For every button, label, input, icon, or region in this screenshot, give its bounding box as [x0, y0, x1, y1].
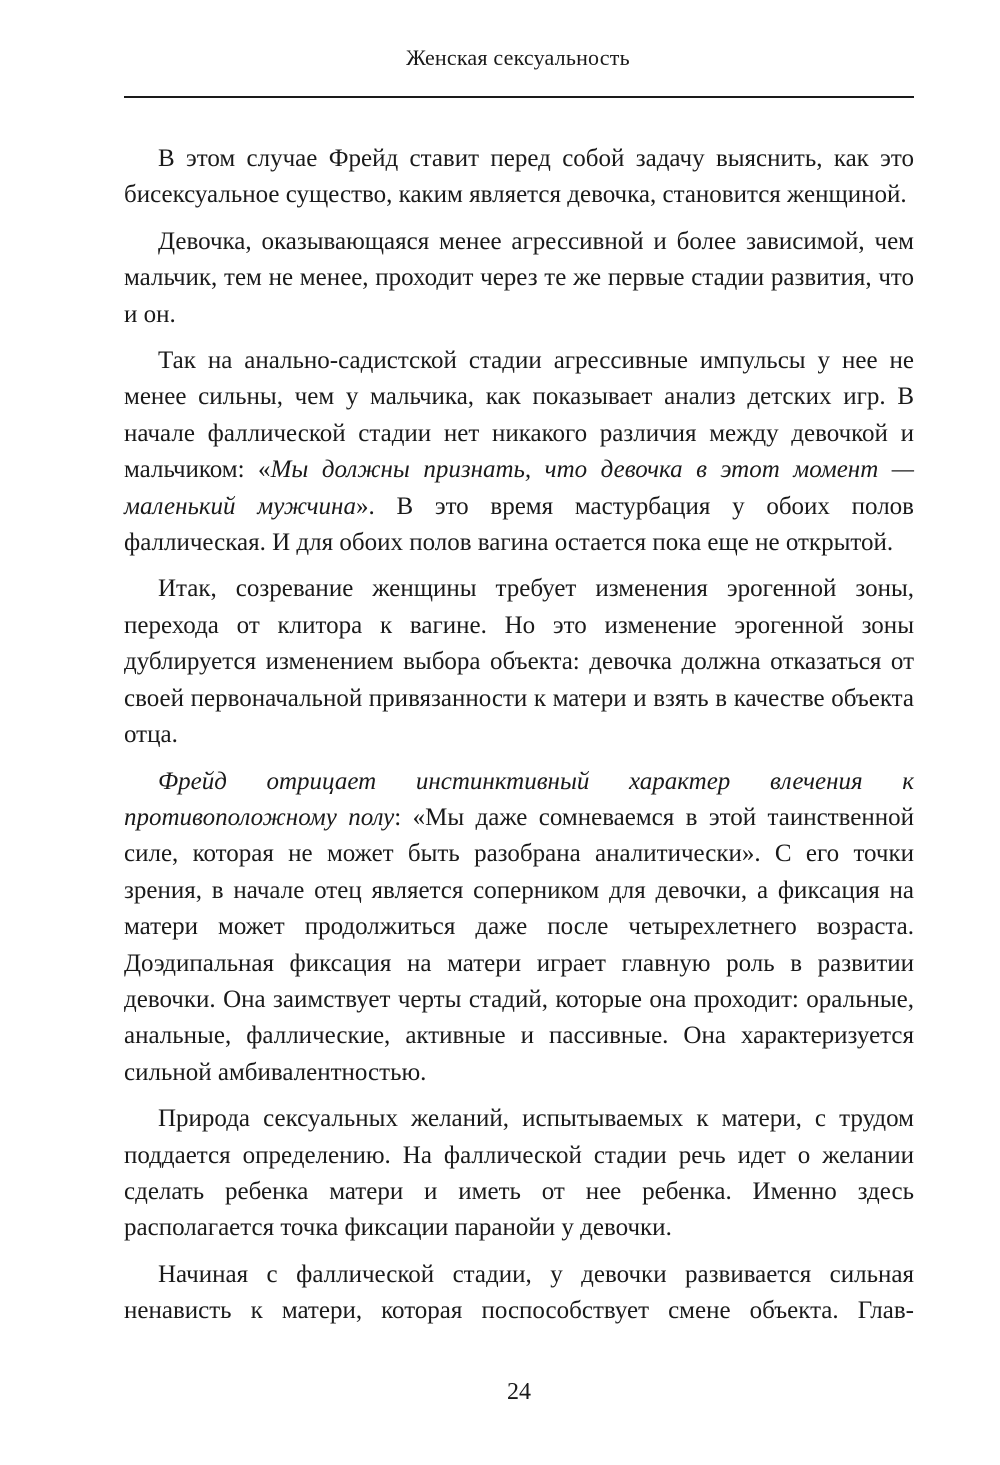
- text-run: Так на анально-садистской стадии агрессивные импульсы у нее не менее сильны, чем у мальчика, как показывает анализ детских игр. В начале фаллической стадии нет никакого различия между девочкой и мальчиком: «: [124, 347, 914, 484]
- italic-emphasis: Фрейд отрицает инстинктивный характер влечения к противоположному полу: [124, 767, 914, 831]
- text-run: ». В это время мастурбация у обоих полов фаллическая. И для обоих полов вагина остается пока еще не открытой.: [124, 492, 914, 557]
- header-rule: [124, 96, 914, 98]
- paragraph: [124, 141, 914, 214]
- running-title: Женская сексуальность: [406, 45, 630, 70]
- paragraph: [124, 764, 914, 1092]
- paragraph: [124, 1257, 914, 1330]
- text-run: В этом случае Фрейд ставит перед собой задачу выяснить, как это бисексуальное существо, каким является девочка, становится женщиной.: [124, 145, 914, 209]
- paragraph: [124, 1101, 914, 1247]
- page-number: 24: [507, 1379, 531, 1405]
- italic-quote: Мы должны признать, что девочка в этот момент — маленький мужчина: [124, 456, 914, 520]
- text-run: Природа сексуальных желаний, испытываемых к матери, с трудом поддается определению. На фаллической стадии речь идет о желании сделать ребенка матери и иметь от нее ребенка. Именно здесь располагается точка фиксации паранойи у девочки.: [124, 1105, 914, 1242]
- body-text: [124, 141, 914, 1340]
- text-run: Начиная с фаллической стадии, у девочки развивается сильная ненависть к матери, которая поспособствует смене объекта. Глав-: [124, 1260, 914, 1325]
- paragraph: [124, 571, 914, 753]
- text-run: Итак, созревание женщины требует изменения эрогенной зоны, перехода от клитора к вагине. Но это изменение эрогенной зоны дублируется изменением выбора объекта: девочка должна отказаться от своей первоначальной привязанности к матери и взять в качестве объекта отца.: [124, 575, 914, 749]
- text-run: Девочка, оказывающаяся менее агрессивной и более зависимой, чем мальчик, тем не менее, проходит через те же первые стадии развития, что и он.: [124, 227, 914, 328]
- text-run: : «Мы даже сомневаемся в этой таинственной силе, которая не может быть разобрана аналитически». С его точки зрения, в начале отец является соперником для девочки, а фиксация на матери может продолжиться даже после четырехлетнего возраста. Доэдипальная фиксация на матери играет главную роль в развитии девочки. Она заимствует черты стадий, которые она проходит: оральные, анальные, фаллические, активные и пассивные. Она характеризуется сильной амбивалентностью.: [124, 803, 914, 1086]
- paragraph: [124, 224, 914, 333]
- paragraph: [124, 343, 914, 561]
